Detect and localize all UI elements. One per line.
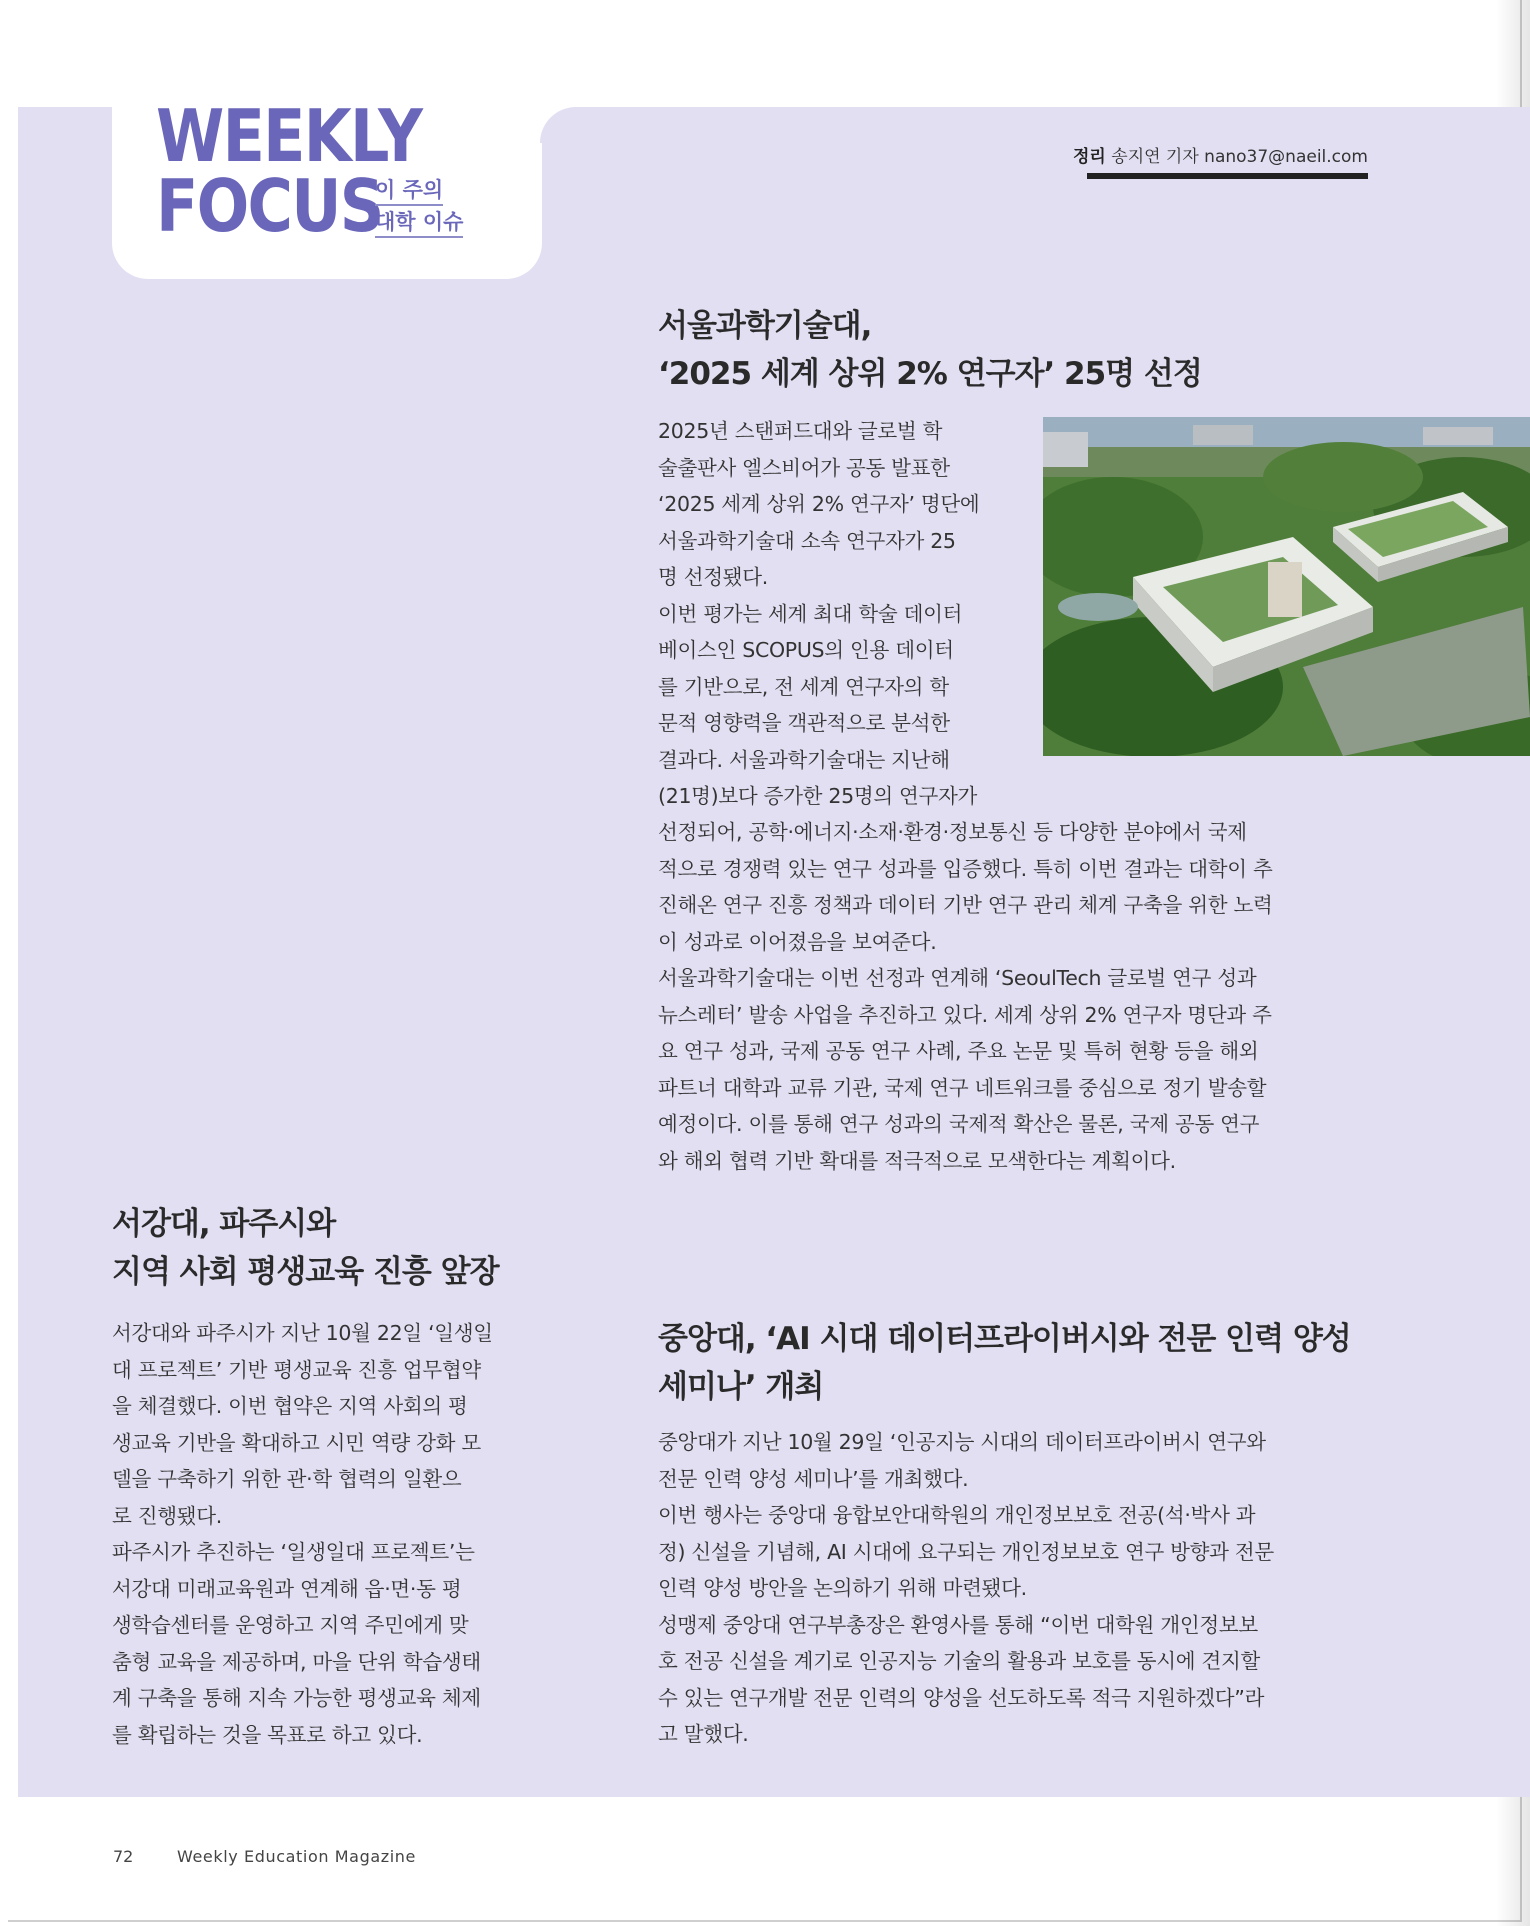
- text-line: 생학습센터를 운영하고 지역 주민에게 맞: [112, 1613, 469, 1637]
- text-line: (21명)보다 증가한 25명의 연구자가: [658, 784, 978, 808]
- text-line: 베이스인 SCOPUS의 인용 데이터: [658, 638, 954, 662]
- byline: [1073, 142, 1368, 167]
- text-line: 파트너 대학과 교류 기관, 국제 연구 네트워크를 중심으로 정기 발송할: [658, 1075, 1267, 1100]
- article1-title-line2: ‘2025 세계 상위 2% 연구자’ 25명 선정: [658, 356, 1202, 392]
- text-line: ‘2025 세계 상위 2% 연구자’ 명단에: [658, 492, 980, 516]
- text-line: 수 있는 연구개발 전문 인력의 양성을 선도하도록 적극 지원하겠다”라: [658, 1685, 1265, 1710]
- text-line: 인력 양성 방안을 논의하기 위해 마련됐다.: [658, 1576, 1027, 1600]
- page-number: 72: [113, 1847, 134, 1866]
- magazine-name: Weekly Education Magazine: [177, 1847, 416, 1866]
- text-line: 결과다. 서울과학기술대는 지난해: [658, 747, 950, 772]
- byline-label: 정리: [1073, 147, 1106, 167]
- text-line: 서울과학기술대 소속 연구자가 25: [658, 528, 956, 553]
- article3-title-line2: 세미나’ 개최: [658, 1369, 824, 1405]
- text-line: 서울과학기술대는 이번 선정과 연계해 ‘SeoulTech 글로벌 연구 성과: [658, 966, 1257, 990]
- text-line: 서강대와 파주시가 지난 10월 22일 ‘일생일: [112, 1321, 493, 1345]
- article3-title-line1: 중앙대, ‘AI 시대 데이터프라이버시와 전문 인력 양성: [658, 1321, 1351, 1357]
- text-line: 정) 신설을 기념해, AI 시대에 요구되는 개인정보보호 연구 방향과 전문: [658, 1539, 1274, 1564]
- text-line: 을 체결했다. 이번 협약은 지역 사회의 평: [112, 1394, 468, 1418]
- article2-title: [112, 1200, 499, 1296]
- text-line: 호 전공 신설을 계기로 인공지능 기술의 활용과 보호를 동시에 견지할: [658, 1649, 1261, 1673]
- text-line: 대 프로젝트’ 기반 평생교육 진흥 업무협약: [112, 1357, 481, 1382]
- article1-body-narrow: [658, 413, 1014, 815]
- campus-photo: [1043, 417, 1530, 756]
- logo-weekly: WEEKLY: [156, 94, 422, 178]
- text-line: 요 연구 성과, 국제 공동 연구 사례, 주요 논문 및 특허 현황 등을 해외: [658, 1039, 1259, 1063]
- text-line: 이번 행사는 중앙대 융합보안대학원의 개인정보보호 전공(석·박사 과: [658, 1503, 1256, 1527]
- campus-aerial-illustration: [1043, 417, 1530, 756]
- article1-title-line1: 서울과학기술대,: [658, 308, 872, 344]
- text-line: 와 해외 협력 기반 확대를 적극적으로 모색한다는 계획이다.: [658, 1148, 1176, 1173]
- article2-body: [112, 1315, 542, 1753]
- article3-title: [658, 1315, 1351, 1411]
- text-line: 를 확립하는 것을 목표로 하고 있다.: [112, 1722, 423, 1747]
- text-line: 고 말했다.: [658, 1722, 749, 1746]
- text-line: 이 성과로 이어졌음을 보여준다.: [658, 929, 937, 954]
- text-line: 델을 구축하기 위한 관·학 협력의 일환으: [112, 1467, 462, 1491]
- article1-title: [658, 302, 1202, 398]
- text-line: 뉴스레터’ 발송 사업을 추진하고 있다. 세계 상위 2% 연구자 명단과 주: [658, 1002, 1272, 1027]
- text-line: 를 기반으로, 전 세계 연구자의 학: [658, 674, 949, 699]
- text-line: 2025년 스탠퍼드대와 글로벌 학: [658, 419, 943, 443]
- logo-subtitle-1: 이 주의: [375, 178, 443, 206]
- text-line: 명 선정됐다.: [658, 565, 768, 589]
- logo-focus: FOCUS: [156, 164, 383, 248]
- text-line: 계 구축을 통해 지속 가능한 평생교육 체제: [112, 1686, 481, 1710]
- text-line: 문적 영향력을 객관적으로 분석한: [658, 711, 950, 735]
- text-line: 춤형 교육을 제공하며, 마을 단위 학습생태: [112, 1649, 481, 1674]
- logo-box-corner: [540, 107, 576, 143]
- text-line: 생교육 기반을 확대하고 시민 역량 강화 모: [112, 1430, 481, 1455]
- text-line: 적으로 경쟁력 있는 연구 성과를 입증했다. 특히 이번 결과는 대학이 추: [658, 856, 1273, 881]
- text-line: 서강대 미래교육원과 연계해 읍·면·동 평: [112, 1576, 462, 1601]
- text-line: 중앙대가 지난 10월 29일 ‘인공지능 시대의 데이터프라이버시 연구와: [658, 1430, 1266, 1454]
- article2-title-line1: 서강대, 파주시와: [112, 1206, 336, 1242]
- text-line: 로 진행됐다.: [112, 1503, 222, 1528]
- byline-text: 송지연 기자 nano37@naeil.com: [1111, 147, 1368, 167]
- text-line: 예정이다. 이를 통해 연구 성과의 국제적 확산은 물론, 국제 공동 연구: [658, 1112, 1260, 1136]
- text-line: 성맹제 중앙대 연구부총장은 환영사를 통해 “이번 대학원 개인정보보: [658, 1612, 1258, 1637]
- article3-body: [658, 1424, 1368, 1753]
- text-line: 이번 평가는 세계 최대 학술 데이터: [658, 601, 963, 626]
- text-line: 파주시가 추진하는 ‘일생일대 프로젝트’는: [112, 1540, 475, 1564]
- text-line: 전문 인력 양성 세미나’를 개최했다.: [658, 1466, 969, 1491]
- text-line: 진해온 연구 진흥 정책과 데이터 기반 연구 관리 체계 구축을 위한 노력: [658, 893, 1273, 917]
- article1-body-wide: [658, 814, 1368, 1179]
- byline-rule: [1087, 173, 1368, 179]
- text-line: 선정되어, 공학·에너지·소재·환경·정보통신 등 다양한 분야에서 국제: [658, 820, 1247, 844]
- logo-subtitle-2: 대학 이슈: [375, 210, 463, 238]
- article2-title-line2: 지역 사회 평생교육 진흥 앞장: [112, 1254, 499, 1290]
- text-line: 술출판사 엘스비어가 공동 발표한: [658, 455, 950, 480]
